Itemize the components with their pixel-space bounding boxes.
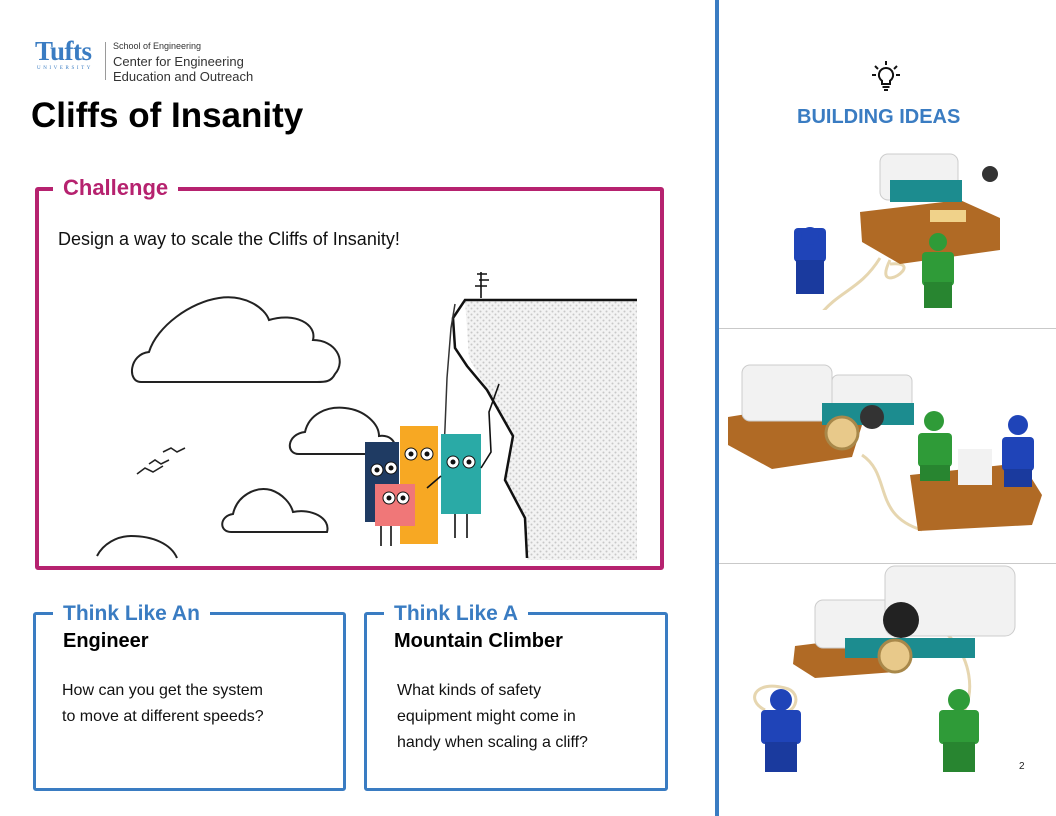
logo-center-line-1: Center for Engineering — [113, 54, 244, 69]
engineer-question-line-2: to move at different speeds? — [62, 708, 264, 725]
birds — [137, 448, 185, 474]
cliff-scene-illustration — [95, 268, 640, 560]
lego-build-photo-3 — [745, 560, 1035, 780]
lego-build-photo-2 — [722, 345, 1052, 535]
engineer-subheading: Engineer — [63, 630, 149, 652]
climber-question-line-1: What kinds of safety — [397, 682, 542, 699]
summit-marker — [475, 272, 489, 298]
lego-minifig-green — [918, 411, 952, 481]
cliff — [465, 300, 637, 560]
lightbulb-icon — [871, 60, 901, 92]
tufts-logo-wordmark: Tufts — [35, 36, 92, 66]
challenge-text: Design a way to scale the Cliffs of Insanity! — [58, 229, 400, 249]
page-title: Cliffs of Insanity — [31, 96, 304, 135]
climber-heading: Think Like A — [384, 601, 528, 627]
lego-minifig-blue — [794, 227, 826, 294]
cloud-large — [132, 297, 340, 382]
logo-school-of-engineering: School of Engineering — [113, 41, 202, 51]
logo-center-line-2: Education and Outreach — [113, 69, 254, 84]
building-ideas-heading: BUILDING IDEAS — [797, 106, 961, 128]
engineer-heading: Think Like An — [53, 601, 210, 627]
photo-separator-1 — [719, 328, 1056, 329]
engineer-question — [62, 678, 264, 730]
lego-minifig-green — [939, 689, 979, 772]
character-pink — [375, 484, 415, 526]
challenge-heading: Challenge — [53, 175, 178, 201]
page-number: 2 — [1019, 761, 1025, 772]
cloud-small — [222, 489, 327, 532]
climber-question — [397, 678, 588, 756]
climber-question-line-2: equipment might come in — [397, 708, 576, 725]
tufts-logo-university: UNIVERSITY — [37, 66, 93, 71]
lego-minifig-blue — [1002, 415, 1034, 487]
logo-divider — [105, 42, 106, 80]
climber-subheading: Mountain Climber — [394, 630, 563, 652]
lego-build-photo-1 — [780, 140, 1020, 310]
sidebar-divider — [715, 0, 719, 816]
logo-center-name — [113, 54, 253, 84]
cloud-bottom — [97, 536, 177, 558]
engineer-question-line-1: How can you get the system — [62, 682, 263, 699]
climber-question-line-3: handy when scaling a cliff? — [397, 734, 588, 751]
